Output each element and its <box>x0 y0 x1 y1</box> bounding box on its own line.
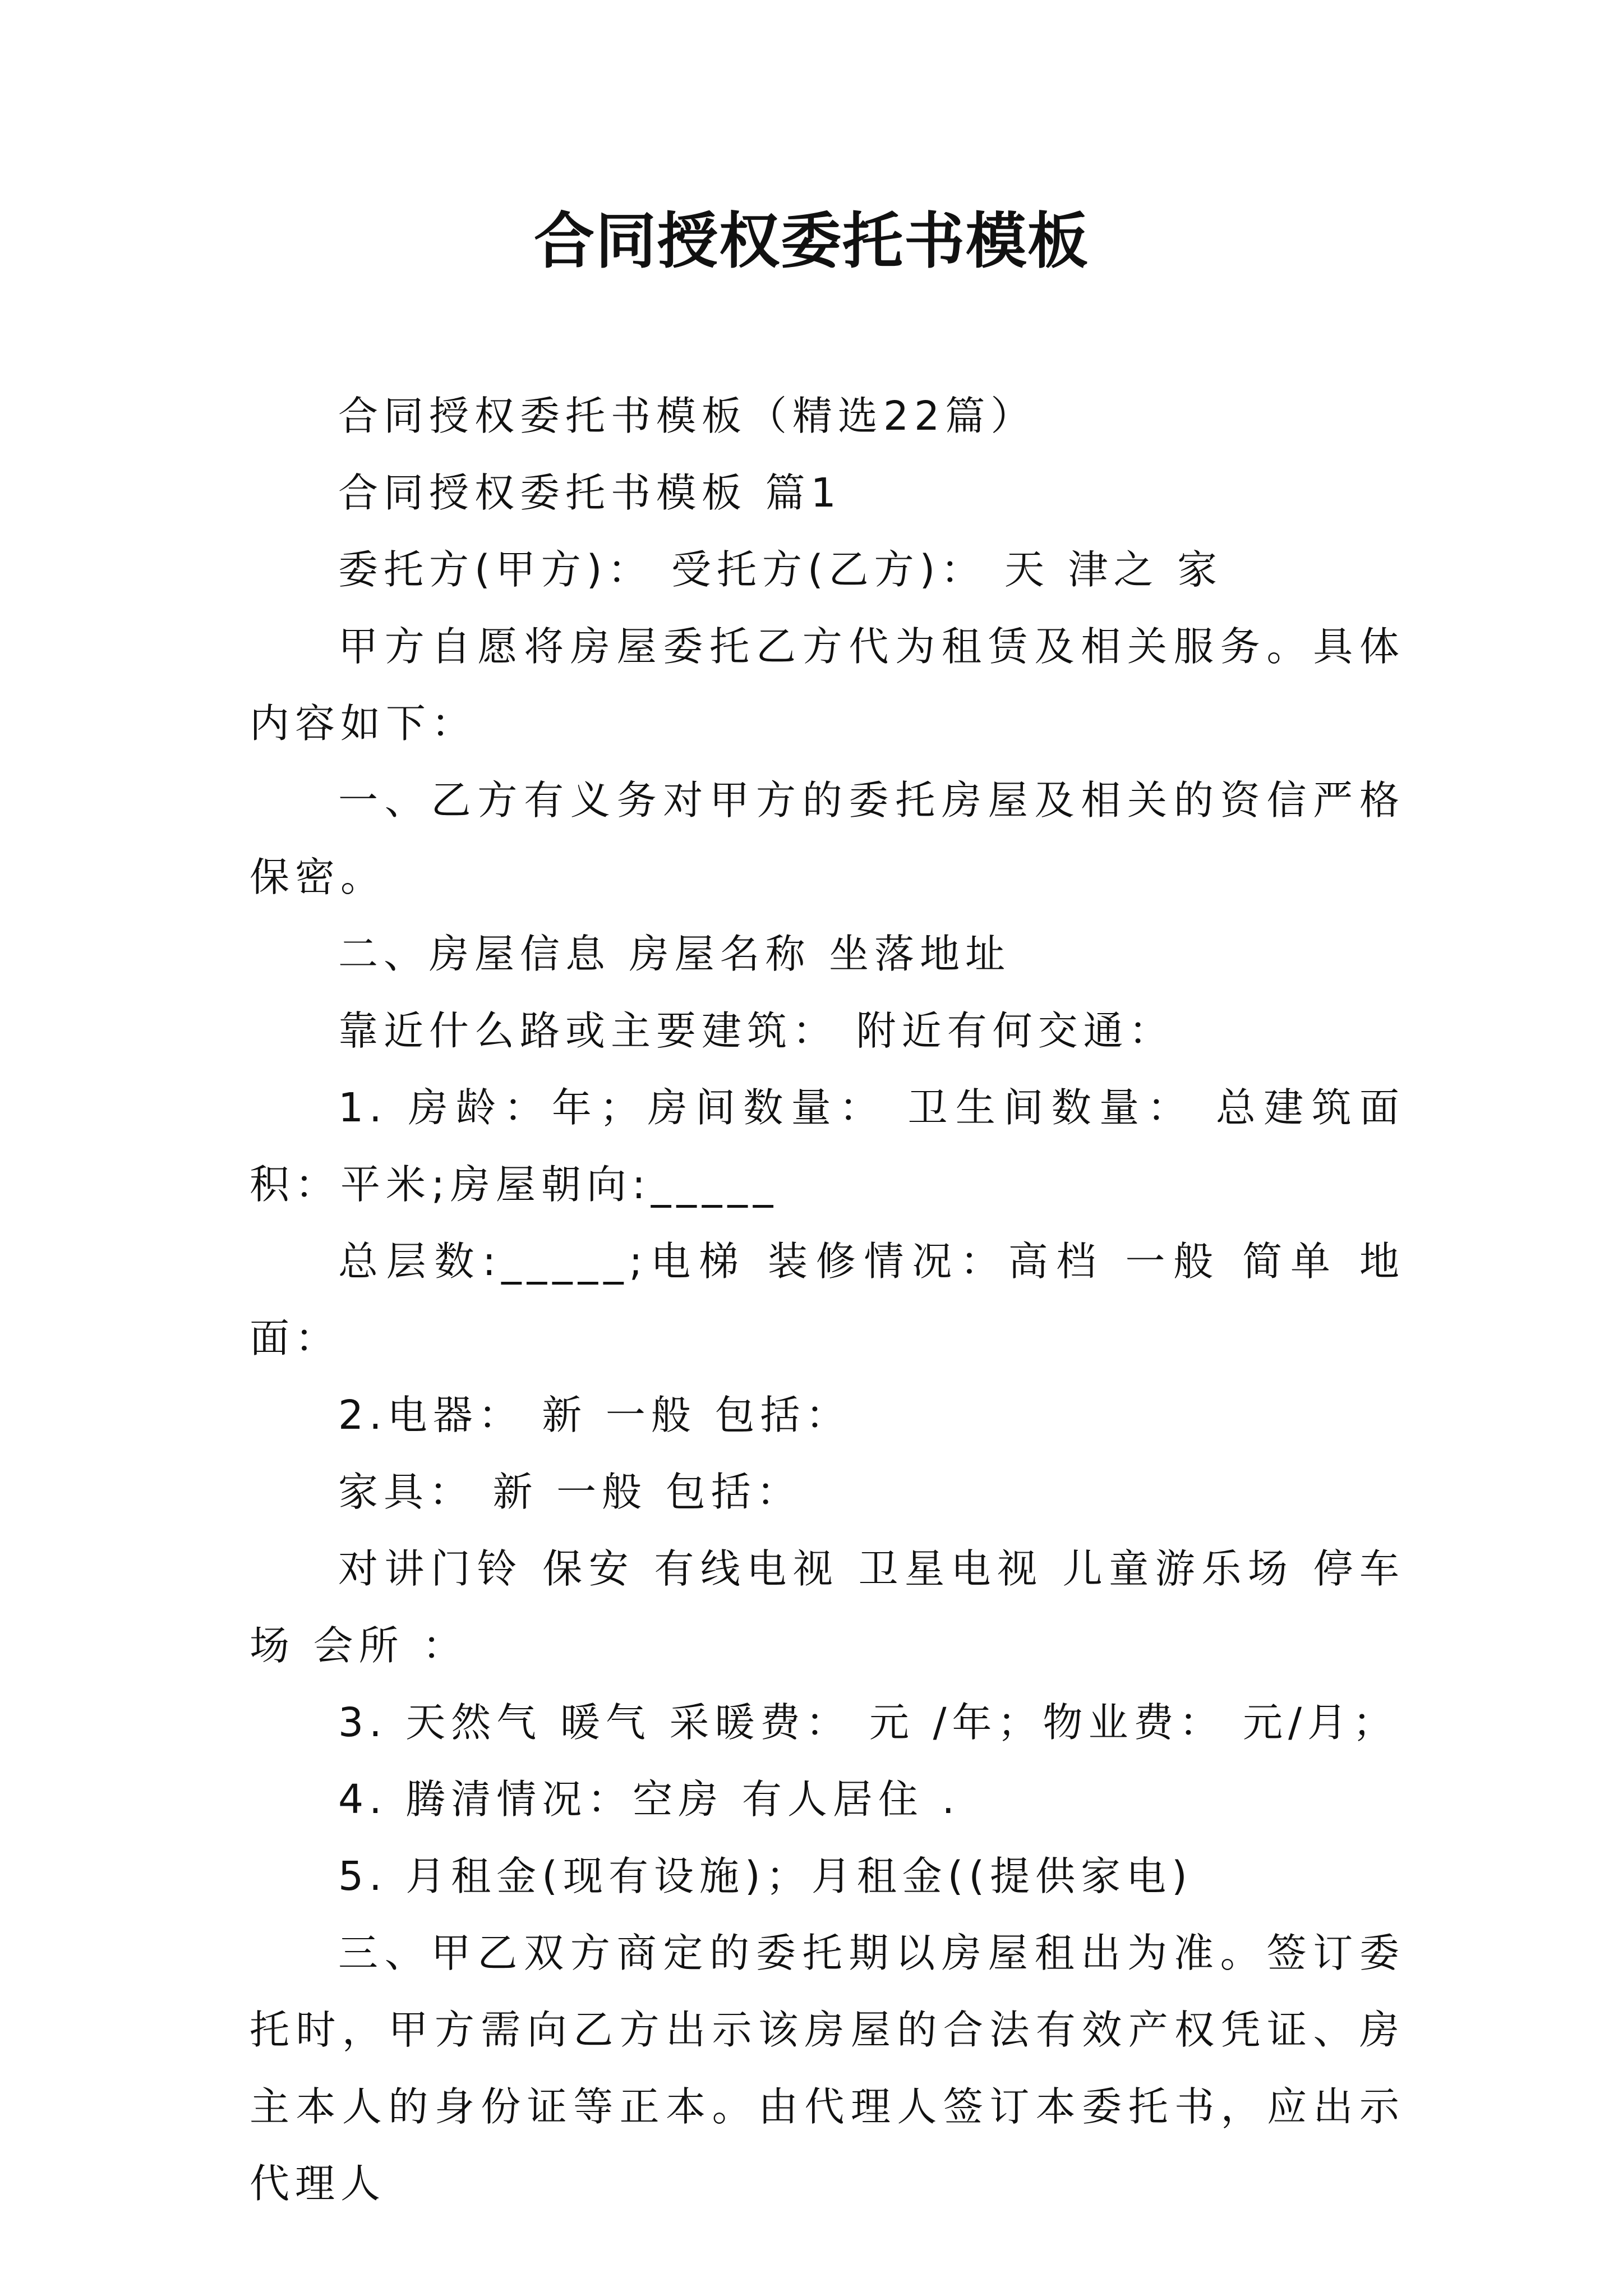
paragraph-floors: 总层数:_____;电梯 装修情况：高档 一般 简单 地面： <box>250 1238 1405 1361</box>
paragraph-item-4: 4. 腾清情况：空房 有人居住 . <box>338 1776 961 1823</box>
paragraph-clause-1: 一、乙方有义务对甲方的委托房屋及相关的资信严格保密。 <box>250 777 1405 900</box>
paragraph-subtitle: 合同授权委托书模板（精选22篇） <box>338 393 1036 439</box>
paragraph-item-1: 1. 房龄：年；房间数量： 卫生间数量： 总建筑面积：平米;房屋朝向:_____ <box>250 1084 1405 1208</box>
paragraph-item-3: 3. 天然气 暖气 采暖费： 元 /年；物业费： 元/月； <box>338 1699 1398 1746</box>
paragraph-item-5: 5. 月租金(现有设施)；月租金((提供家电) <box>338 1853 1193 1899</box>
paragraph-intro: 甲方自愿将房屋委托乙方代为租赁及相关服务。具体内容如下： <box>250 623 1405 747</box>
paragraph-facilities: 对讲门铃 保安 有线电视 卫星电视 儿童游乐场 停车场 会所 ： <box>250 1545 1405 1669</box>
document-body <box>250 378 1405 2222</box>
paragraph-location: 靠近什么路或主要建筑： 附近有何交通： <box>338 1007 1174 1054</box>
paragraph-furniture: 家具： 新 一般 包括： <box>338 1469 802 1515</box>
paragraph-item-2: 2.电器： 新 一般 包括： <box>338 1392 851 1438</box>
document-title: 合同授权委托书模板 <box>533 206 1089 277</box>
paragraph-parties: 委托方(甲方)： 受托方(乙方)： 天 津之 家 <box>338 546 1223 593</box>
paragraph-section-heading: 合同授权委托书模板 篇1 <box>338 470 842 516</box>
paragraph-clause-2: 二、房屋信息 房屋名称 坐落地址 <box>338 931 1011 977</box>
paragraph-clause-3: 三、甲乙双方商定的委托期以房屋租出为准。签订委托时，甲方需向乙方出示该房屋的合法有效产权凭证、房主本人的身份证等正本。由代理人签订本委托书，应出示代理人 <box>250 1930 1405 2207</box>
